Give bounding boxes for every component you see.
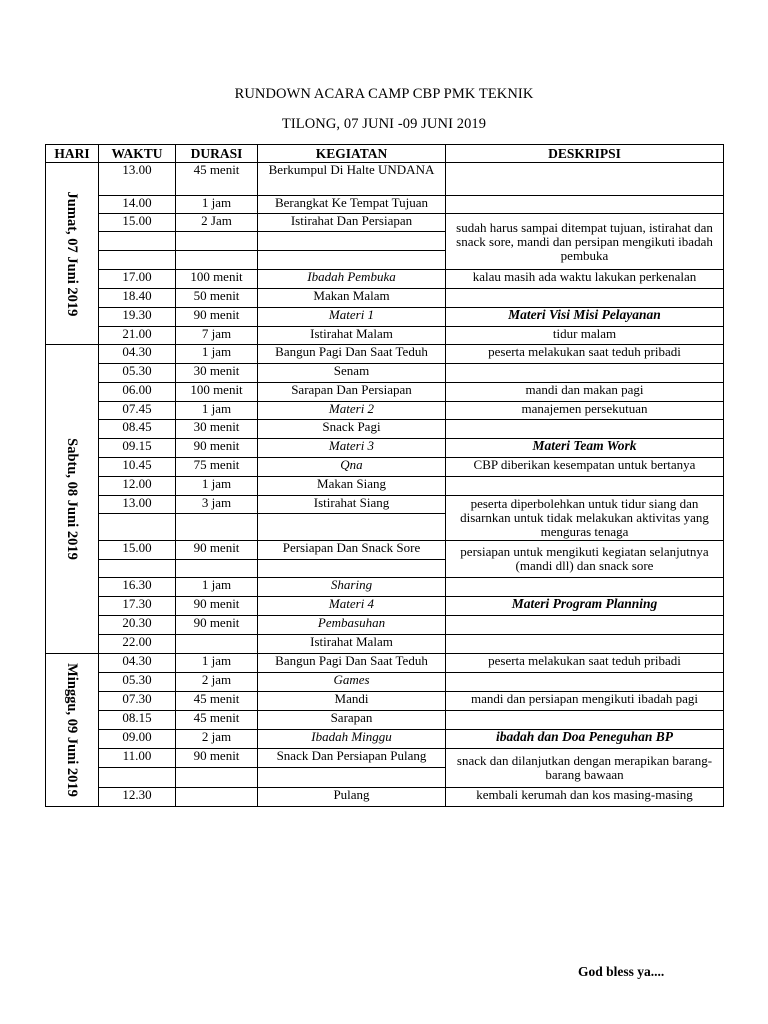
waktu-cell bbox=[99, 560, 176, 578]
day-label: Minggu, 09 Juni 2019 bbox=[64, 663, 80, 797]
table-row bbox=[46, 196, 724, 214]
deskripsi-cell: CBP diberikan kesempatan untuk bertanya bbox=[446, 458, 724, 477]
durasi-cell: 90 menit bbox=[176, 541, 258, 560]
day-cell bbox=[46, 163, 99, 345]
deskripsi-cell bbox=[446, 635, 724, 654]
waktu-cell bbox=[99, 232, 176, 251]
deskripsi-cell bbox=[446, 711, 724, 730]
kegiatan-cell: Berangkat Ke Tempat Tujuan bbox=[258, 196, 446, 214]
deskripsi-cell: kembali kerumah dan kos masing-masing bbox=[446, 788, 724, 807]
deskripsi-cell: manajemen persekutuan bbox=[446, 402, 724, 420]
table-row bbox=[46, 673, 724, 692]
deskripsi-cell: tidur malam bbox=[446, 327, 724, 345]
deskripsi-cell: Materi Visi Misi Pelayanan bbox=[446, 308, 724, 327]
durasi-cell: 2 Jam bbox=[176, 214, 258, 232]
durasi-cell: 90 menit bbox=[176, 616, 258, 635]
kegiatan-cell: Snack Pagi bbox=[258, 420, 446, 439]
kegiatan-cell: Senam bbox=[258, 364, 446, 383]
durasi-cell bbox=[176, 232, 258, 251]
waktu-cell: 09.15 bbox=[99, 439, 176, 458]
kegiatan-cell: Materi 3 bbox=[258, 439, 446, 458]
deskripsi-cell bbox=[446, 673, 724, 692]
durasi-cell: 90 menit bbox=[176, 597, 258, 616]
kegiatan-cell bbox=[258, 560, 446, 578]
waktu-cell: 06.00 bbox=[99, 383, 176, 402]
waktu-cell: 08.15 bbox=[99, 711, 176, 730]
deskripsi-cell: peserta diperbolehkan untuk tidur siang dan disarnkan untuk tidak melakukan aktivitas yang menguras tenaga bbox=[446, 496, 724, 541]
table-row bbox=[46, 458, 724, 477]
table-row bbox=[46, 496, 724, 514]
kegiatan-cell bbox=[258, 514, 446, 541]
deskripsi-cell: kalau masih ada waktu lakukan perkenalan bbox=[446, 270, 724, 289]
waktu-cell: 08.45 bbox=[99, 420, 176, 439]
deskripsi-cell bbox=[446, 364, 724, 383]
waktu-cell: 17.00 bbox=[99, 270, 176, 289]
table-row bbox=[46, 654, 724, 673]
durasi-cell bbox=[176, 514, 258, 541]
kegiatan-cell: Sharing bbox=[258, 578, 446, 597]
rundown-table bbox=[45, 144, 724, 807]
durasi-cell bbox=[176, 251, 258, 270]
deskripsi-cell: persiapan untuk mengikuti kegiatan selanjutnya (mandi dll) dan snack sore bbox=[446, 541, 724, 578]
footer-note: God bless ya.... bbox=[578, 964, 665, 979]
deskripsi-cell bbox=[446, 196, 724, 214]
kegiatan-cell: Mandi bbox=[258, 692, 446, 711]
durasi-cell bbox=[176, 635, 258, 654]
waktu-cell: 13.00 bbox=[99, 496, 176, 514]
waktu-cell: 17.30 bbox=[99, 597, 176, 616]
deskripsi-cell bbox=[446, 477, 724, 496]
kegiatan-cell: Sarapan bbox=[258, 711, 446, 730]
table-row bbox=[46, 308, 724, 327]
table-row bbox=[46, 364, 724, 383]
kegiatan-cell: Ibadah Pembuka bbox=[258, 270, 446, 289]
table-row bbox=[46, 327, 724, 345]
kegiatan-cell: Makan Malam bbox=[258, 289, 446, 308]
waktu-cell: 19.30 bbox=[99, 308, 176, 327]
table-header-row bbox=[46, 145, 724, 163]
table-row bbox=[46, 597, 724, 616]
header-kegiatan: KEGIATAN bbox=[258, 145, 446, 163]
durasi-cell: 1 jam bbox=[176, 578, 258, 597]
durasi-cell bbox=[176, 560, 258, 578]
waktu-cell: 11.00 bbox=[99, 749, 176, 768]
kegiatan-cell bbox=[258, 232, 446, 251]
waktu-cell: 05.30 bbox=[99, 673, 176, 692]
durasi-cell: 2 jam bbox=[176, 673, 258, 692]
table-row bbox=[46, 578, 724, 597]
durasi-cell: 90 menit bbox=[176, 439, 258, 458]
kegiatan-cell: Sarapan Dan Persiapan bbox=[258, 383, 446, 402]
waktu-cell bbox=[99, 768, 176, 788]
waktu-cell bbox=[99, 251, 176, 270]
deskripsi-cell: mandi dan persiapan mengikuti ibadah pagi bbox=[446, 692, 724, 711]
deskripsi-cell: peserta melakukan saat teduh pribadi bbox=[446, 345, 724, 364]
durasi-cell: 75 menit bbox=[176, 458, 258, 477]
table-row bbox=[46, 541, 724, 560]
header-durasi: DURASI bbox=[176, 145, 258, 163]
kegiatan-cell: Materi 4 bbox=[258, 597, 446, 616]
waktu-cell: 05.30 bbox=[99, 364, 176, 383]
waktu-cell: 07.30 bbox=[99, 692, 176, 711]
kegiatan-cell: Istirahat Siang bbox=[258, 496, 446, 514]
deskripsi-cell bbox=[446, 163, 724, 196]
kegiatan-cell: Materi 2 bbox=[258, 402, 446, 420]
table-row bbox=[46, 214, 724, 232]
waktu-cell: 18.40 bbox=[99, 289, 176, 308]
kegiatan-cell: Snack Dan Persiapan Pulang bbox=[258, 749, 446, 768]
deskripsi-cell: mandi dan makan pagi bbox=[446, 383, 724, 402]
deskripsi-cell: snack dan dilanjutkan dengan merapikan barang-barang bawaan bbox=[446, 749, 724, 788]
table-row bbox=[46, 711, 724, 730]
table-row bbox=[46, 383, 724, 402]
kegiatan-cell: Istirahat Dan Persiapan bbox=[258, 214, 446, 232]
durasi-cell: 45 menit bbox=[176, 163, 258, 196]
kegiatan-cell: Ibadah Minggu bbox=[258, 730, 446, 749]
table-row bbox=[46, 289, 724, 308]
durasi-cell: 100 menit bbox=[176, 270, 258, 289]
deskripsi-cell: sudah harus sampai ditempat tujuan, istirahat dan snack sore, mandi dan persipan mengikuti ibadah pembuka bbox=[446, 214, 724, 270]
durasi-cell: 45 menit bbox=[176, 692, 258, 711]
waktu-cell: 07.45 bbox=[99, 402, 176, 420]
kegiatan-cell: Bangun Pagi Dan Saat Teduh bbox=[258, 654, 446, 673]
deskripsi-cell bbox=[446, 616, 724, 635]
waktu-cell: 22.00 bbox=[99, 635, 176, 654]
durasi-cell bbox=[176, 788, 258, 807]
kegiatan-cell: Istirahat Malam bbox=[258, 635, 446, 654]
durasi-cell bbox=[176, 768, 258, 788]
waktu-cell: 13.00 bbox=[99, 163, 176, 196]
deskripsi-cell: ibadah dan Doa Peneguhan BP bbox=[446, 730, 724, 749]
day-label: Sabtu, 08 Juni 2019 bbox=[64, 438, 80, 560]
table-row bbox=[46, 692, 724, 711]
table-row bbox=[46, 439, 724, 458]
kegiatan-cell bbox=[258, 768, 446, 788]
durasi-cell: 1 jam bbox=[176, 477, 258, 496]
header-deskripsi: DESKRIPSI bbox=[446, 145, 724, 163]
table-row bbox=[46, 270, 724, 289]
durasi-cell: 100 menit bbox=[176, 383, 258, 402]
kegiatan-cell: Pulang bbox=[258, 788, 446, 807]
table-row bbox=[46, 749, 724, 768]
kegiatan-cell bbox=[258, 251, 446, 270]
table-row bbox=[46, 420, 724, 439]
day-cell bbox=[46, 654, 99, 807]
durasi-cell: 1 jam bbox=[176, 196, 258, 214]
deskripsi-cell bbox=[446, 578, 724, 597]
waktu-cell: 10.45 bbox=[99, 458, 176, 477]
kegiatan-cell: Pembasuhan bbox=[258, 616, 446, 635]
waktu-cell: 16.30 bbox=[99, 578, 176, 597]
waktu-cell: 21.00 bbox=[99, 327, 176, 345]
durasi-cell: 7 jam bbox=[176, 327, 258, 345]
durasi-cell: 3 jam bbox=[176, 496, 258, 514]
durasi-cell: 1 jam bbox=[176, 654, 258, 673]
durasi-cell: 45 menit bbox=[176, 711, 258, 730]
header-hari: HARI bbox=[46, 145, 99, 163]
table-row bbox=[46, 402, 724, 420]
kegiatan-cell: Games bbox=[258, 673, 446, 692]
waktu-cell bbox=[99, 514, 176, 541]
kegiatan-cell: Makan Siang bbox=[258, 477, 446, 496]
kegiatan-cell: Materi 1 bbox=[258, 308, 446, 327]
durasi-cell: 30 menit bbox=[176, 420, 258, 439]
day-label: Jumat, 07 Juni 2019 bbox=[64, 191, 80, 316]
table-row bbox=[46, 345, 724, 364]
durasi-cell: 90 menit bbox=[176, 749, 258, 768]
deskripsi-cell: Materi Program Planning bbox=[446, 597, 724, 616]
kegiatan-cell: Berkumpul Di Halte UNDANA bbox=[258, 163, 446, 196]
document-title: RUNDOWN ACARA CAMP CBP PMK TEKNIK bbox=[234, 86, 534, 102]
header-waktu: WAKTU bbox=[99, 145, 176, 163]
durasi-cell: 50 menit bbox=[176, 289, 258, 308]
table-row bbox=[46, 477, 724, 496]
waktu-cell: 04.30 bbox=[99, 654, 176, 673]
waktu-cell: 04.30 bbox=[99, 345, 176, 364]
kegiatan-cell: Qna bbox=[258, 458, 446, 477]
durasi-cell: 90 menit bbox=[176, 308, 258, 327]
table-row bbox=[46, 635, 724, 654]
day-cell bbox=[46, 345, 99, 654]
waktu-cell: 15.00 bbox=[99, 214, 176, 232]
document-subtitle: TILONG, 07 JUNI -09 JUNI 2019 bbox=[281, 116, 487, 132]
deskripsi-cell bbox=[446, 289, 724, 308]
kegiatan-cell: Bangun Pagi Dan Saat Teduh bbox=[258, 345, 446, 364]
waktu-cell: 14.00 bbox=[99, 196, 176, 214]
durasi-cell: 1 jam bbox=[176, 345, 258, 364]
waktu-cell: 20.30 bbox=[99, 616, 176, 635]
durasi-cell: 1 jam bbox=[176, 402, 258, 420]
deskripsi-cell: peserta melakukan saat teduh pribadi bbox=[446, 654, 724, 673]
durasi-cell: 30 menit bbox=[176, 364, 258, 383]
waktu-cell: 12.30 bbox=[99, 788, 176, 807]
kegiatan-cell: Istirahat Malam bbox=[258, 327, 446, 345]
deskripsi-cell bbox=[446, 420, 724, 439]
table-row bbox=[46, 163, 724, 196]
waktu-cell: 09.00 bbox=[99, 730, 176, 749]
deskripsi-cell: Materi Team Work bbox=[446, 439, 724, 458]
kegiatan-cell: Persiapan Dan Snack Sore bbox=[258, 541, 446, 560]
waktu-cell: 15.00 bbox=[99, 541, 176, 560]
durasi-cell: 2 jam bbox=[176, 730, 258, 749]
table-row bbox=[46, 616, 724, 635]
table-row bbox=[46, 730, 724, 749]
waktu-cell: 12.00 bbox=[99, 477, 176, 496]
table-row bbox=[46, 788, 724, 807]
